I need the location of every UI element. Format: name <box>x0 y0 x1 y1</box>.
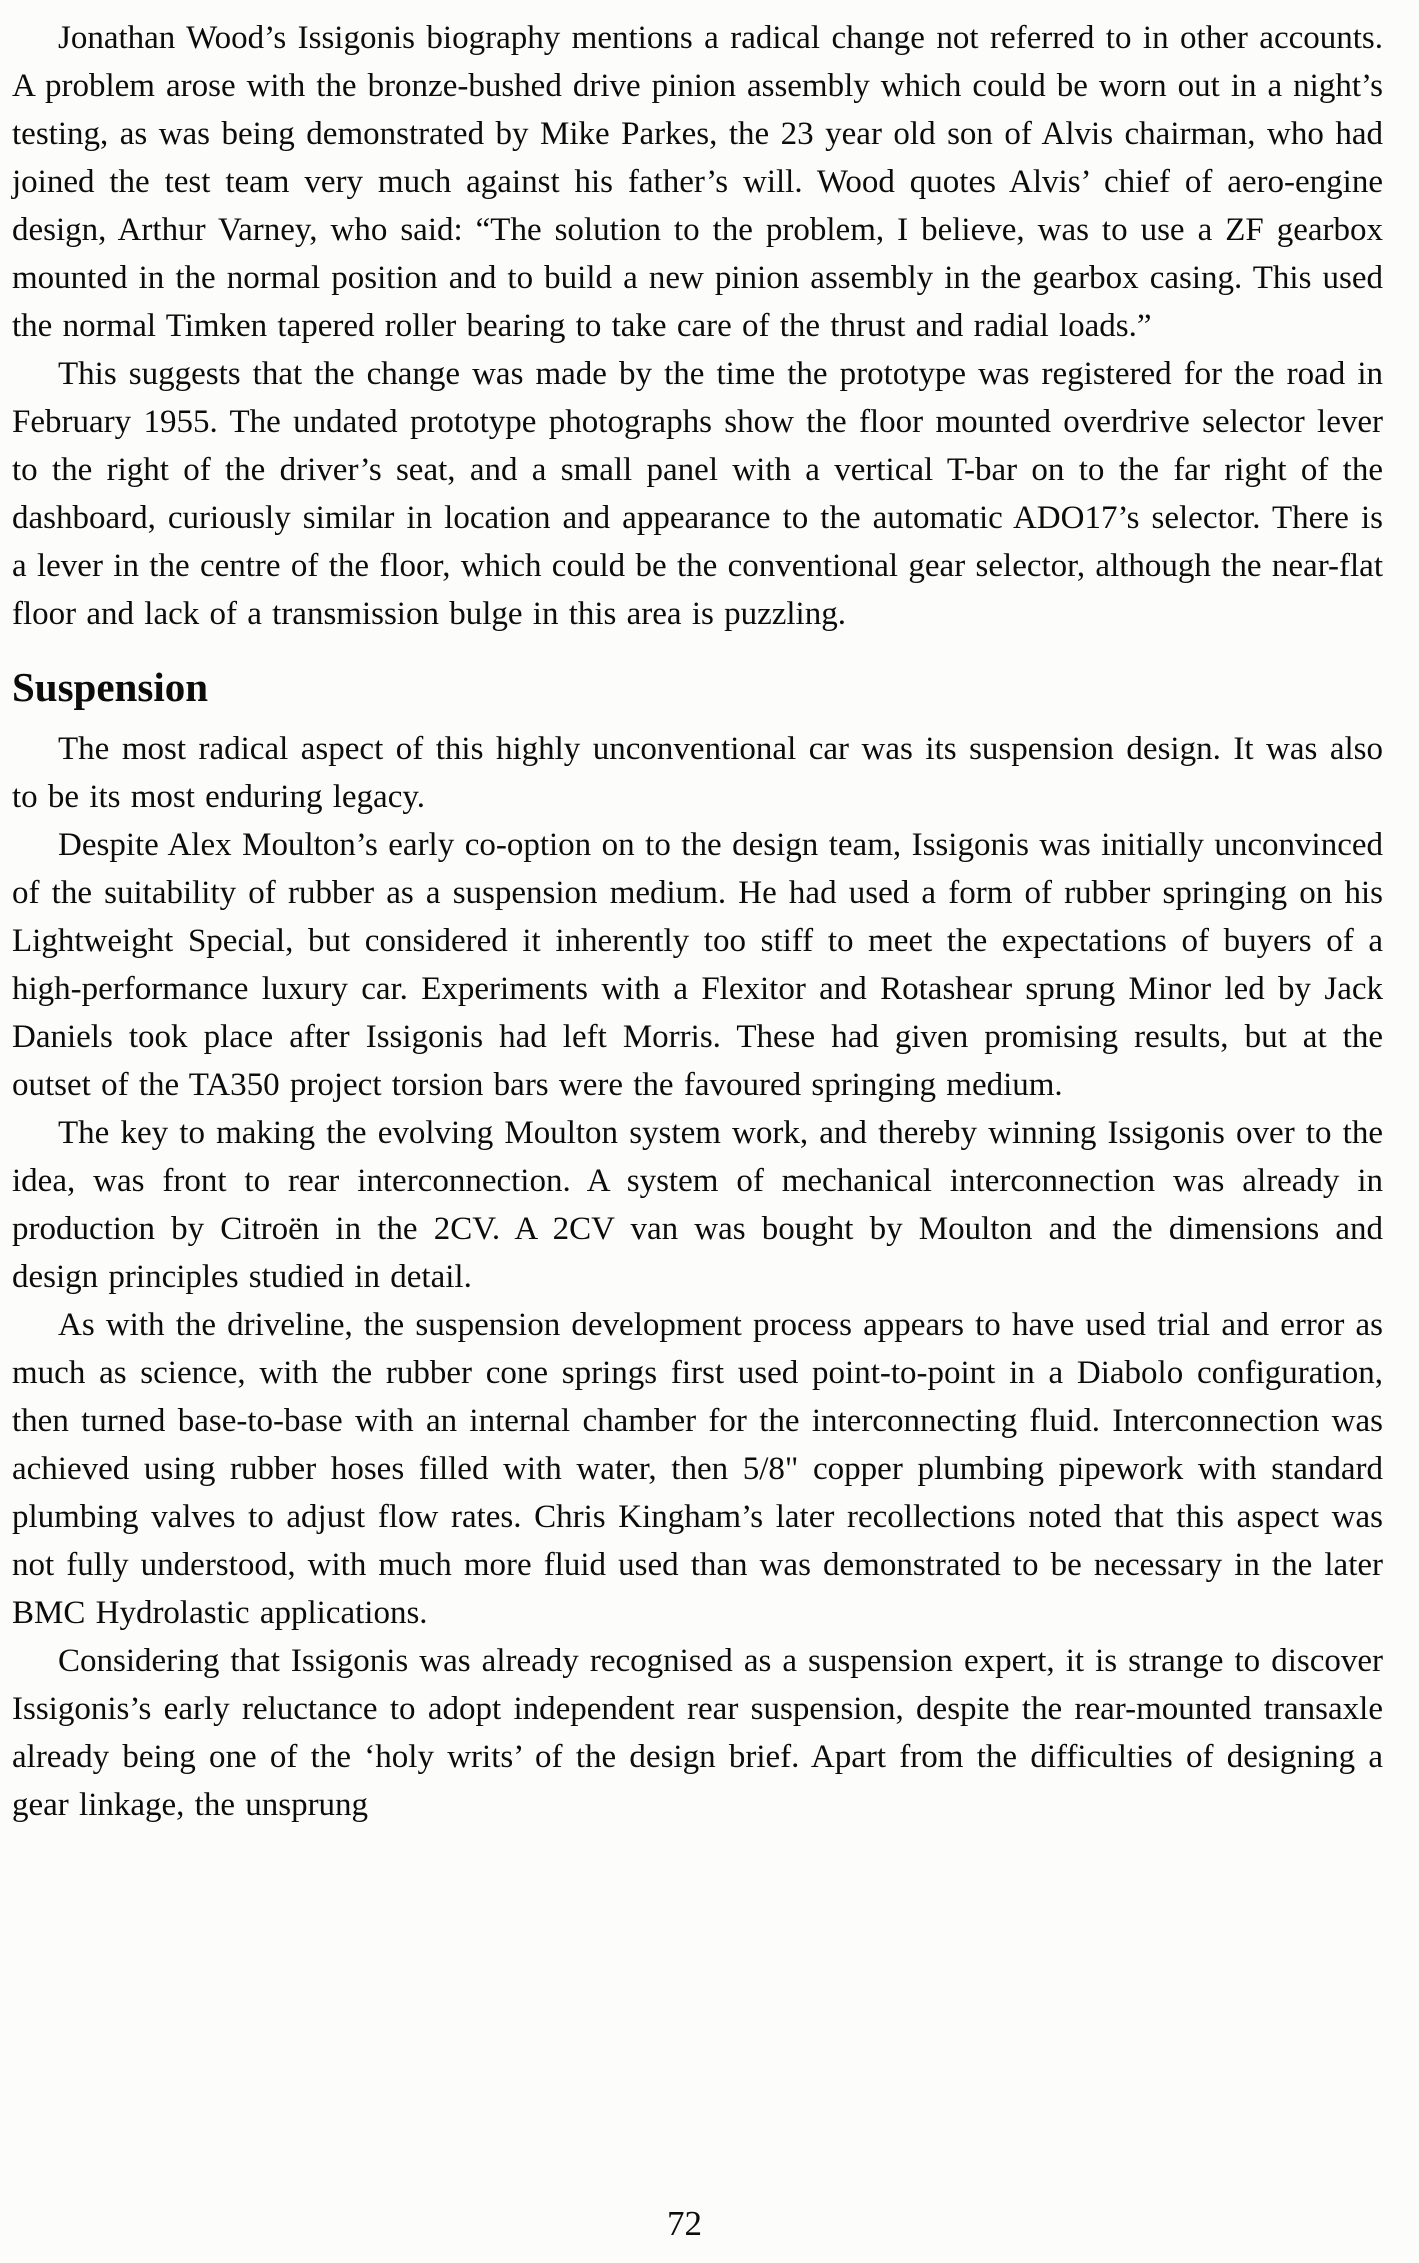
paragraph-drive-pinion: Jonathan Wood’s Issigonis biography mentions a radical change not referred to in other accounts. A problem arose with the bronze-bushed drive pinion assembly which could be worn out in a night’s testing, as was being demonstrated by Mike Parkes, the 23 year old son of Alvis chairman, who had joined the test team very much against his father’s will. Wood quotes Alvis’ chief of aero-engine design, Arthur Varney, who said: “The solution to the problem, I believe, was to use a ZF gearbox mounted in the normal position and to build a new pinion assembly in the gearbox casing. This used the normal Timken tapered roller bearing to take care of the thrust and radial loads.” <box>12 20 1383 344</box>
paragraph-radical-aspect: The most radical aspect of this highly unconventional car was its suspension design. It was also to be its most enduring legacy. <box>12 731 1383 816</box>
paragraph-suspension-expert: Considering that Issigonis was already recognised as a suspension expert, it is strange to discover Issigonis’s early reluctance to adopt independent rear suspension, despite the rear-mounted transaxle already being one of the ‘holy writs’ of the design brief. Apart from the difficulties of designing a gear linkage, the unsprung <box>12 1643 1383 1824</box>
page-number: 72 <box>667 2204 702 2243</box>
paragraph-rubber-medium: Despite Alex Moulton’s early co-option on to the design team, Issigonis was initially unconvinced of the suitability of rubber as a suspension medium. He had used a form of rubber springing on his Lightweight Special, but considered it inherently too stiff to meet the expectations of buyers of a high-performance luxury car. Experiments with a Flexitor and Rotashear sprung Minor led by Jack Daniels took place after Issigonis had left Morris. These had given promising results, but at the outset of the TA350 project torsion bars were the favoured springing medium. <box>12 827 1383 1104</box>
paragraph-prototype-registration: This suggests that the change was made by the time the prototype was registered for the road in February 1955. The undated prototype photographs show the floor mounted overdrive selector lever to the right of the driver’s seat, and a small panel with a vertical T-bar on to the far right of the dashboard, curiously similar in location and appearance to the automatic ADO17’s selector. There is a lever in the centre of the floor, which could be the conventional gear selector, although the near-flat floor and lack of a transmission bulge in this area is puzzling. <box>12 356 1383 632</box>
paragraph-interconnection: The key to making the evolving Moulton system work, and thereby winning Issigonis over to the idea, was front to rear interconnection. A system of mechanical interconnection was already in production by Citroën in the 2CV. A 2CV van was bought by Moulton and the dimensions and design principles studied in detail. <box>12 1115 1383 1296</box>
paragraph-trial-and-error: As with the driveline, the suspension development process appears to have used trial and error as much as science, with the rubber cone springs first used point-to-point in a Diabolo configuration, then turned base-to-base with an internal chamber for the interconnecting fluid. Interconnection was achieved using rubber hoses filled with water, then 5/8" copper plumbing pipework with standard plumbing valves to adjust flow rates. Chris Kingham’s later recollections noted that this aspect was not fully understood, with much more fluid used than was demonstrated to be necessary in the later BMC Hydrolastic applications. <box>12 1307 1383 1632</box>
section-heading-suspension: Suspension <box>12 664 209 710</box>
